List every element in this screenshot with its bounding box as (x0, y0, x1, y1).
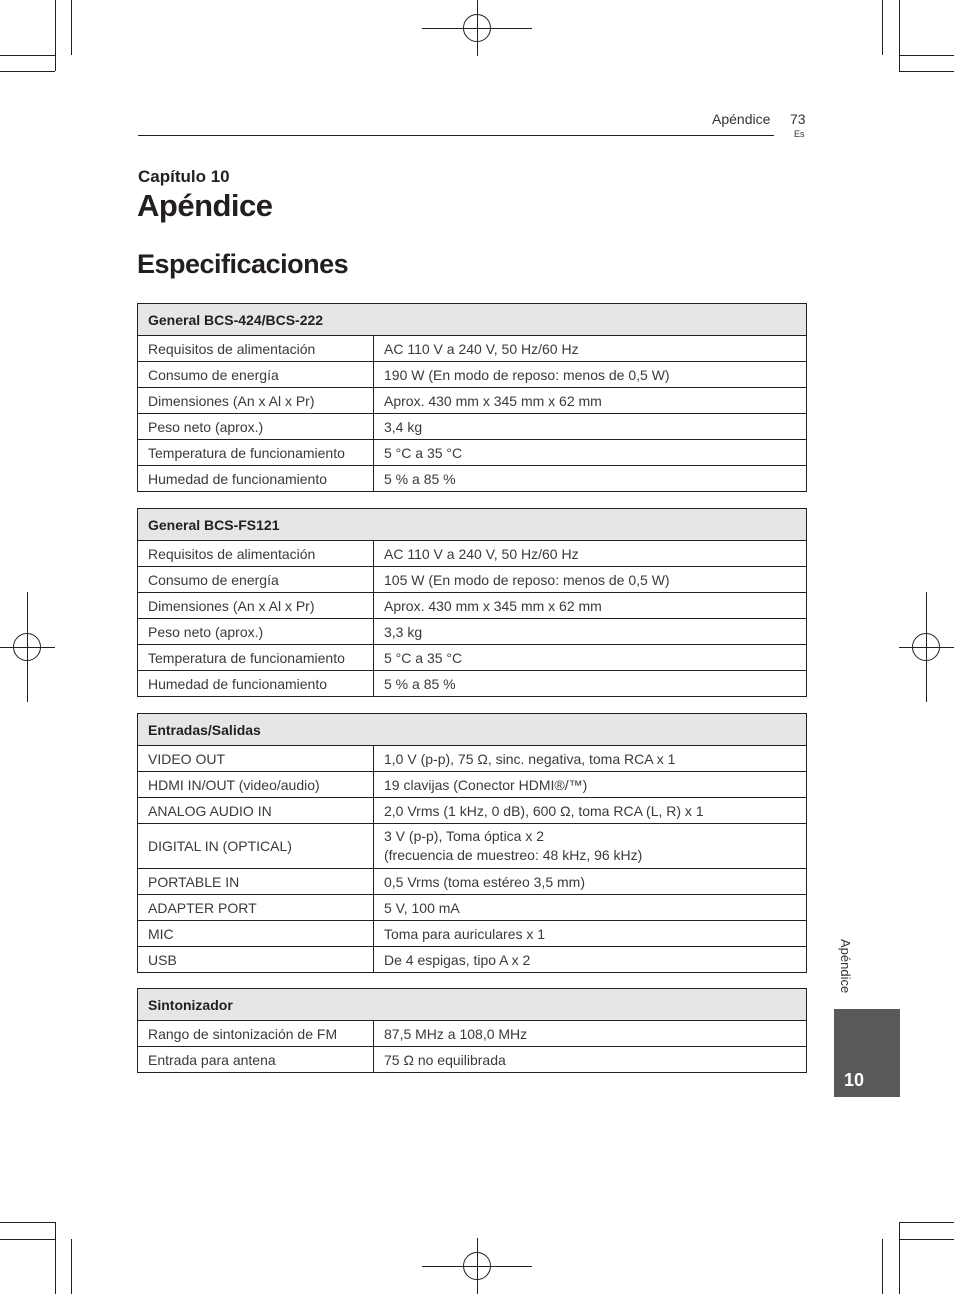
spec-value: 5 V, 100 mA (374, 895, 807, 921)
table-row (138, 895, 807, 921)
table-row (138, 567, 807, 593)
spec-value (374, 824, 807, 869)
spec-label: ADAPTER PORT (138, 895, 374, 921)
table-heading-row (138, 509, 807, 541)
table-row (138, 772, 807, 798)
spec-label: PORTABLE IN (138, 869, 374, 895)
spec-value: 3,4 kg (374, 414, 807, 440)
spec-value: 19 clavijas (Conector HDMI®/™) (374, 772, 807, 798)
table-heading: General BCS-FS121 (138, 509, 807, 541)
spec-label: USB (138, 947, 374, 973)
spec-label: Rango de sintonización de FM (138, 1021, 374, 1047)
table-row (138, 671, 807, 697)
spec-value: Toma para auriculares x 1 (374, 921, 807, 947)
spec-table-inputs-outputs (137, 713, 807, 973)
table-row (138, 1021, 807, 1047)
table-row (138, 645, 807, 671)
table-row (138, 388, 807, 414)
table-heading: Entradas/Salidas (138, 714, 807, 746)
spec-label: Consumo de energía (138, 362, 374, 388)
section-title: Especificaciones (137, 249, 349, 279)
table-heading-row (138, 989, 807, 1021)
spec-label: ANALOG AUDIO IN (138, 798, 374, 824)
spec-value: Aprox. 430 mm x 345 mm x 62 mm (374, 593, 807, 619)
spec-value: 105 W (En modo de reposo: menos de 0,5 W) (374, 567, 807, 593)
table-row (138, 466, 807, 492)
table-row (138, 869, 807, 895)
spec-label: Consumo de energía (138, 567, 374, 593)
spec-label: HDMI IN/OUT (video/audio) (138, 772, 374, 798)
spec-value: 5 % a 85 % (374, 466, 807, 492)
spec-value: 3,3 kg (374, 619, 807, 645)
table-row (138, 1047, 807, 1073)
spec-label: Requisitos de alimentación (138, 541, 374, 567)
table-row (138, 440, 807, 466)
spec-label: DIGITAL IN (OPTICAL) (138, 824, 374, 869)
spec-label: Dimensiones (An x Al x Pr) (138, 388, 374, 414)
chapter-tab-number: 10 (844, 1070, 865, 1090)
spec-value: 5 °C a 35 °C (374, 645, 807, 671)
table-heading-row (138, 714, 807, 746)
page-number: 73 (790, 111, 806, 127)
spec-value: 75 Ω no equilibrada (374, 1047, 807, 1073)
table-heading: General BCS-424/BCS-222 (138, 304, 807, 336)
table-row (138, 824, 807, 869)
language-code: Es (794, 129, 805, 139)
table-row (138, 921, 807, 947)
chapter-label: Capítulo 10 (138, 167, 230, 186)
table-row (138, 593, 807, 619)
spec-label: Requisitos de alimentación (138, 336, 374, 362)
spec-label: Temperatura de funcionamiento (138, 645, 374, 671)
spec-value: 87,5 MHz a 108,0 MHz (374, 1021, 807, 1047)
spec-label: VIDEO OUT (138, 746, 374, 772)
spec-value: 5 °C a 35 °C (374, 440, 807, 466)
spec-value-line: 3 V (p-p), Toma óptica x 2 (384, 828, 545, 844)
spec-value: De 4 espigas, tipo A x 2 (374, 947, 807, 973)
spec-value: 5 % a 85 % (374, 671, 807, 697)
spec-label: Peso neto (aprox.) (138, 414, 374, 440)
spec-label: Peso neto (aprox.) (138, 619, 374, 645)
table-row (138, 947, 807, 973)
table-heading: Sintonizador (138, 989, 807, 1021)
spec-value: Aprox. 430 mm x 345 mm x 62 mm (374, 388, 807, 414)
spec-label: Dimensiones (An x Al x Pr) (138, 593, 374, 619)
table-row (138, 541, 807, 567)
table-row (138, 414, 807, 440)
spec-table-general-bcs424 (137, 303, 807, 492)
spec-value: AC 110 V a 240 V, 50 Hz/60 Hz (374, 336, 807, 362)
spec-label: Humedad de funcionamiento (138, 466, 374, 492)
header-rule (138, 135, 774, 136)
table-row (138, 362, 807, 388)
spec-table-tuner (137, 988, 807, 1073)
spec-label: MIC (138, 921, 374, 947)
spec-label: Temperatura de funcionamiento (138, 440, 374, 466)
spec-value: 1,0 V (p-p), 75 Ω, sinc. negativa, toma RCA x 1 (374, 746, 807, 772)
table-row (138, 746, 807, 772)
spec-label: Entrada para antena (138, 1047, 374, 1073)
spec-value: 190 W (En modo de reposo: menos de 0,5 W) (374, 362, 807, 388)
running-header-section: Apéndice (712, 111, 771, 127)
side-tab-label: Apéndice (838, 939, 853, 994)
spec-label: Humedad de funcionamiento (138, 671, 374, 697)
spec-value: 0,5 Vrms (toma estéreo 3,5 mm) (374, 869, 807, 895)
spec-table-general-bcsfs121 (137, 508, 807, 697)
table-row (138, 619, 807, 645)
table-row (138, 798, 807, 824)
chapter-title: Apéndice (137, 188, 273, 223)
spec-value: AC 110 V a 240 V, 50 Hz/60 Hz (374, 541, 807, 567)
spec-value-line: (frecuencia de muestreo: 48 kHz, 96 kHz) (384, 847, 643, 863)
table-heading-row (138, 304, 807, 336)
table-row (138, 336, 807, 362)
spec-value: 2,0 Vrms (1 kHz, 0 dB), 600 Ω, toma RCA (L, R) x 1 (374, 798, 807, 824)
